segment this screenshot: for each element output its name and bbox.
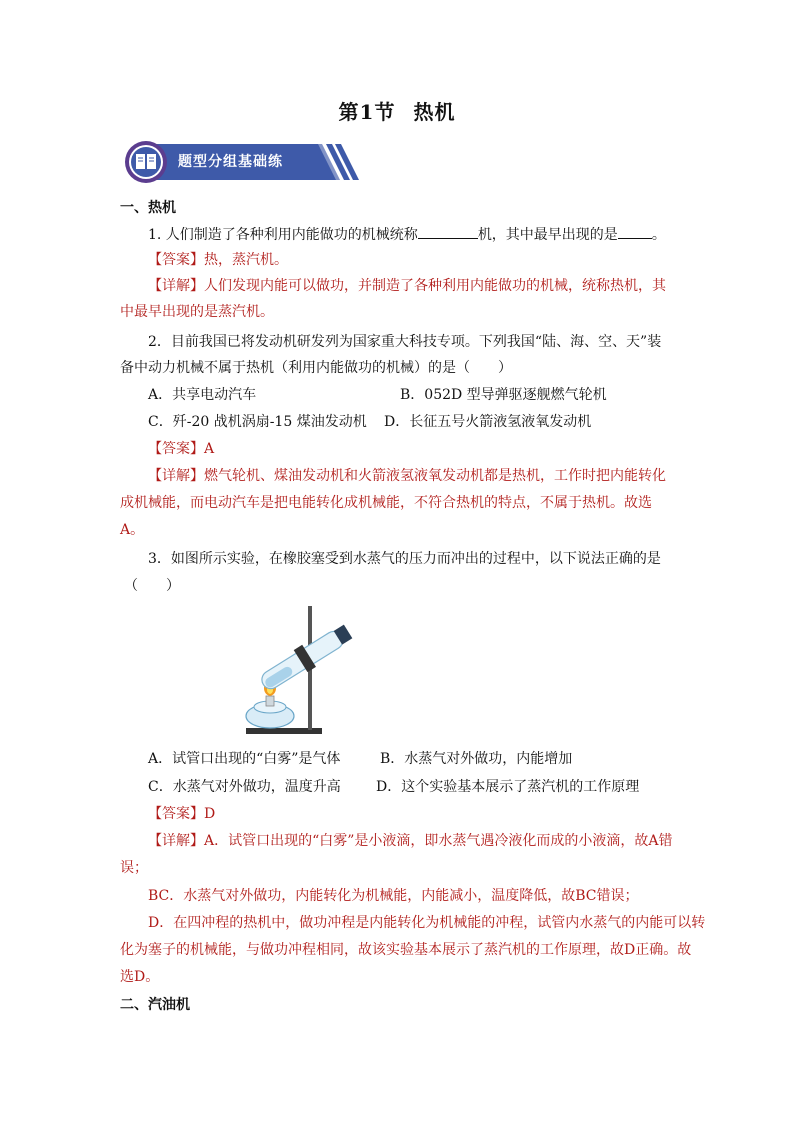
answer-blank xyxy=(618,224,652,239)
section-heading: 一、热机 xyxy=(120,200,176,216)
option-b: B．052D 型导弹驱逐舰燃气轮机 xyxy=(400,387,607,403)
question-3-detail-cont: BC．水蒸气对外做功，内能转化为机械能，内能减小，温度降低，故BC错误； xyxy=(148,888,639,904)
question-1-detail-cont: 中最早出现的是蒸汽机。 xyxy=(120,304,274,320)
chapter-title: 热机 xyxy=(413,100,456,124)
banner-label: 题型分组基础练 xyxy=(178,154,283,170)
section-heading: 二、汽油机 xyxy=(120,997,190,1013)
question-2-stem: 2．目前我国已将发动机研发列为国家重大科技专项。下列我国“陆、海、空、天”装 xyxy=(148,334,662,350)
option-c: C．水蒸气对外做功，温度升高 xyxy=(148,779,341,795)
question-1-stem: 1. 人们制造了各种利用内能做功的机械统称 机，其中最早出现的是 。 xyxy=(148,224,666,245)
question-2-detail: 【详解】燃气轮机、煤油发动机和火箭液氢液氧发动机都是热机，工作时把内能转化 xyxy=(148,468,666,484)
alcohol-lamp xyxy=(246,696,294,728)
answer-blank xyxy=(418,224,478,239)
question-1-answer: 【答案】热，蒸汽机。 xyxy=(148,252,288,268)
page-title xyxy=(0,96,794,125)
question-2-stem-cont: 备中动力机械不属于热机（利用内能做功的机械）的是（ ） xyxy=(120,360,512,376)
question-3-stem: 3．如图所示实验，在橡胶塞受到水蒸气的压力而冲出的过程中，以下说法正确的是 xyxy=(148,551,661,567)
question-3-detail: 【详解】A．试管口出现的“白雾”是小液滴，即水蒸气遇冷液化而成的小液滴，故A错 xyxy=(148,833,673,849)
option-a: A．试管口出现的“白雾”是气体 xyxy=(148,751,341,767)
question-3-detail-cont: D．在四冲程的热机中，做功冲程是内能转化为机械能的冲程，试管内水蒸气的内能可以转 xyxy=(148,915,706,931)
option-c: C．歼-20 战机涡扇-15 煤油发动机 xyxy=(148,414,367,430)
question-3-answer: 【答案】D xyxy=(148,806,216,822)
question-2-detail-cont: 成机械能，而电动汽车是把电能转化成机械能，不符合热机的特点，不属于热机。故选 xyxy=(120,495,652,511)
question-2-detail-cont: A。 xyxy=(120,522,145,538)
option-d: D．长征五号火箭液氢液氧发动机 xyxy=(384,414,592,430)
question-2-answer: 【答案】A xyxy=(148,441,215,457)
book-icon xyxy=(125,141,167,183)
experiment-figure xyxy=(244,604,364,736)
option-a: A．共享电动汽车 xyxy=(148,387,257,403)
question-3-stem-cont: （ ） xyxy=(124,578,180,594)
question-3-detail-cont: 化为塞子的机械能，与做功冲程相同，故该实验基本展示了蒸汽机的工作原理，故D正确。故 xyxy=(120,942,692,958)
question-3-detail-cont: 误； xyxy=(120,860,148,876)
option-d: D．这个实验基本展示了蒸汽机的工作原理 xyxy=(376,779,640,795)
chapter-number: 第1节 xyxy=(338,100,396,124)
option-b: B．水蒸气对外做功，内能增加 xyxy=(380,751,573,767)
test-tube xyxy=(256,620,355,695)
question-1-detail: 【详解】人们发现内能可以做功，并制造了各种利用内能做功的机械，统称热机，其 xyxy=(148,278,666,294)
question-3-detail-cont: 选D。 xyxy=(120,969,160,985)
